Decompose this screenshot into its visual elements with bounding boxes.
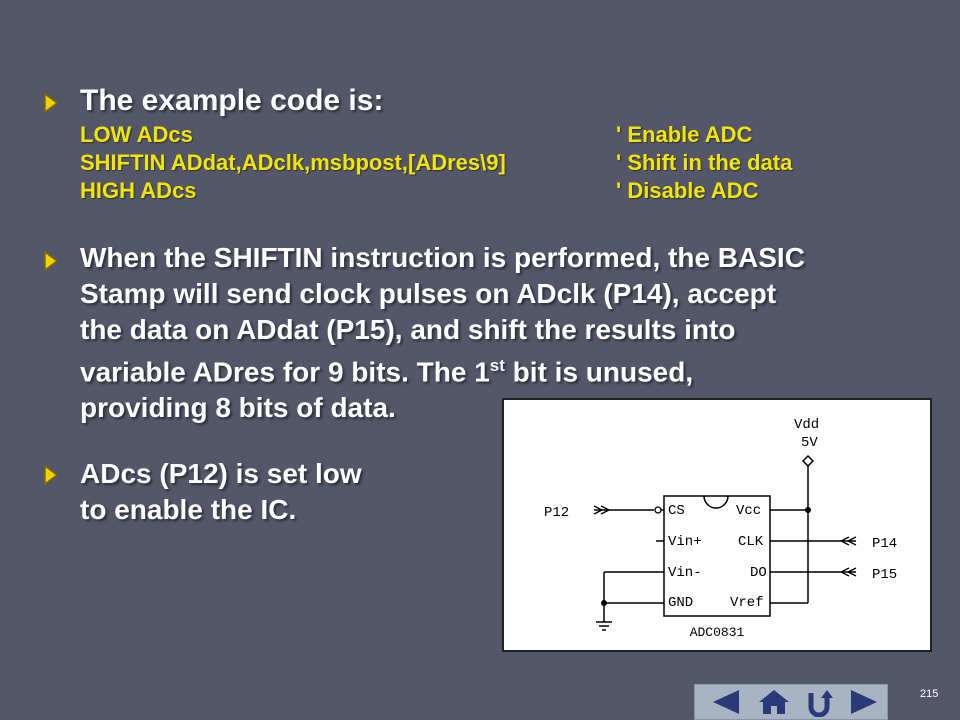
chip-name: ADC0831 <box>689 625 745 640</box>
pin-vin-minus: Vin- <box>668 565 702 581</box>
shiftin-paragraph: When the SHIFTIN instruction is performed, the BASIC Stamp will send clock pulses on ADclk (P14), accept the data on ADdat (P15), and shift the results into variable ADres for 9 bits. The 1st bit is unused, providing 8 bits of data. <box>80 242 805 424</box>
p15-label: P15 <box>872 567 898 583</box>
code-heading: The example code is: <box>80 84 384 117</box>
pin-clk: CLK <box>738 534 764 550</box>
vdd-terminal-icon <box>803 456 813 466</box>
code-line-1: LOW ADcs <box>80 122 193 147</box>
pin-gnd: GND <box>668 595 694 611</box>
previous-slide-button[interactable] <box>703 687 749 717</box>
code-comment-2: ' Shift in the data <box>616 150 793 175</box>
p14-label: P14 <box>872 536 898 552</box>
pin-cs: CS <box>668 503 685 519</box>
bullet-arrow-icon <box>42 92 60 114</box>
code-comment-3: ' Disable ADC <box>616 178 759 203</box>
pin-vin-plus: Vin+ <box>668 534 702 550</box>
pin-vcc: Vcc <box>736 503 762 519</box>
pin-do: DO <box>750 565 767 581</box>
home-icon <box>759 690 789 714</box>
pin-vref: Vref <box>730 595 764 611</box>
code-line-2: SHIFTIN ADdat,ADclk,msbpost,[ADres\9] <box>80 150 506 175</box>
next-slide-button[interactable] <box>841 687 887 717</box>
slide-navigation-bar <box>694 684 888 720</box>
ground-icon <box>596 622 612 630</box>
p12-label: P12 <box>544 505 570 521</box>
page-number: 215 <box>920 688 939 700</box>
vdd-label: Vdd <box>794 417 820 433</box>
home-button[interactable] <box>751 687 797 717</box>
bullet-arrow-icon <box>42 464 60 486</box>
voltage-label: 5V <box>801 435 818 451</box>
adc0831-circuit-diagram <box>502 398 932 652</box>
adcs-paragraph: ADcs (P12) is set low to enable the IC. <box>80 458 362 525</box>
return-button[interactable] <box>797 687 843 717</box>
bullet-arrow-icon <box>42 250 60 272</box>
code-line-3: HIGH ADcs <box>80 178 197 203</box>
code-comment-1: ' Enable ADC <box>616 122 753 147</box>
